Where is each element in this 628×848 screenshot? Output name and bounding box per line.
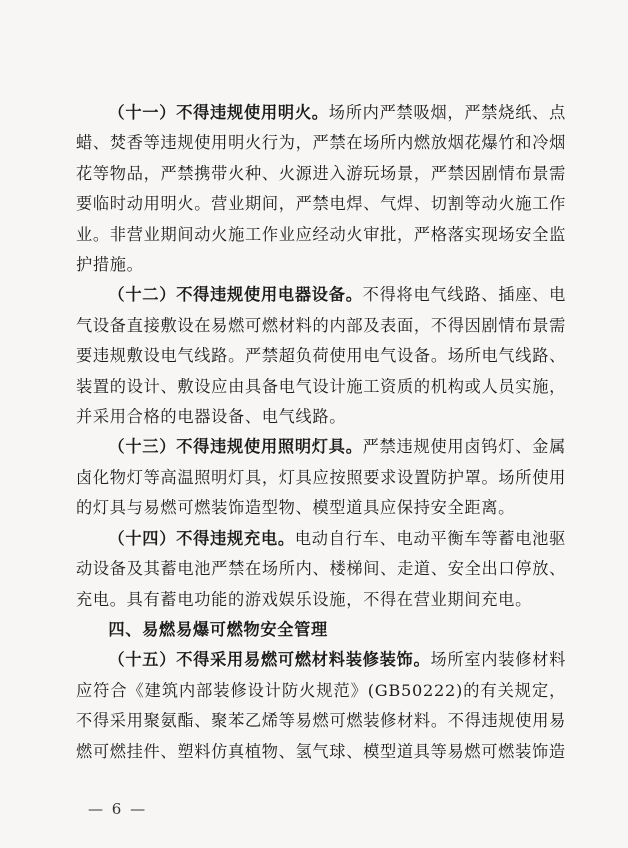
paragraph-11-text: 场所内严禁吸烟，严禁烧纸、点蜡、焚香等违规使用明火行为，严禁在场所内燃放烟花爆竹和冷烟花等物品，严禁携带火种、火源进入游玩场景，严禁因剧情布景需要临时动用明火。营业期间，严禁电焊、气焊、切割等动火施工作业。非营业期间动火施工作业应经动火审批，严格落实现场安全监护措施。: [76, 103, 566, 275]
paragraph-11-lead: （十一）不得违规使用明火。: [108, 103, 329, 122]
paragraph-12-lead: （十二）不得违规使用电器设备。: [108, 285, 363, 305]
document-body: [76, 98, 566, 767]
paragraph-11: [76, 98, 566, 280]
paragraph-13-text: 严禁违规使用卤钨灯、金属卤化物灯等高温照明灯具，灯具应按照要求设置防护罩。场所使用的灯具与易燃可燃装饰造型物、模型道具应保持安全距离。: [76, 437, 566, 518]
paragraph-15: [76, 645, 566, 767]
page-number: — 6 —: [88, 800, 148, 818]
paragraph-14: [76, 524, 566, 615]
paragraph-15-text: 场所室内装修材料应符合《建筑内部装修设计防火规范》(GB50222)的有关规定，不得采用聚氨酯、聚苯乙烯等易燃可燃装修材料。不得违规使用易燃可燃挂件、塑料仿真植物、氢气球、模型道具等易燃可燃装饰造: [76, 650, 566, 761]
paragraph-14-lead: （十四）不得违规充电。: [108, 528, 295, 548]
paragraph-13-lead: （十三）不得违规使用照明灯具。: [108, 437, 363, 457]
section-heading: 四、易燃易爆可燃物安全管理: [108, 619, 328, 639]
paragraph-14-text: 电动自行车、电动平衡车等蓄电池驱动设备及其蓄电池严禁在场所内、楼梯间、走道、安全出口停放、充电。具有蓄电功能的游戏娱乐设施，不得在营业期间充电。: [76, 528, 567, 609]
paragraph-15-lead: （十五）不得采用易燃可燃材料装修装饰。: [108, 650, 431, 670]
paragraph-12-text: 不得将电气线路、插座、电气设备直接敷设在易燃可燃材料的内部及表面，不得因剧情布景需要违规敷设电气线路。严禁超负荷使用电气设备。场所电气线路、装置的设计、敷设应由具备电气设计施工资质的机构或人员实施，并采用合格的电器设备、电气线路。: [76, 285, 566, 427]
paragraph-12: [76, 280, 566, 432]
paragraph-13: [76, 432, 566, 523]
